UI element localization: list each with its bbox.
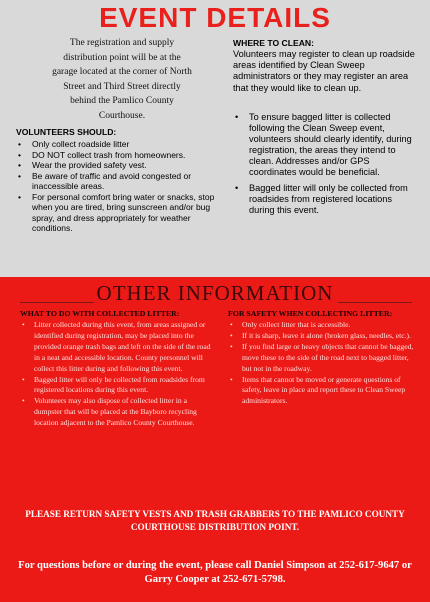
list-item: • If you find large or heavy objects that cannot be bagged, move these to the side of the road next to bagged litter, but not in the roadway.	[230, 342, 416, 375]
list-item: • Litter collected during this event, from areas assigned or identified during registration, may be placed into the provided orange trash bags and left on the side of the road in a neat and accessible location. County personnel will collect this litter during and following this event.	[22, 320, 212, 375]
other-information-title: OTHER INFORMATION	[96, 281, 334, 305]
list-item: • DO NOT collect trash from homeowners.	[18, 150, 218, 161]
volunteers-list	[18, 139, 218, 234]
where-to-clean-list	[235, 112, 415, 216]
title-rule-right	[338, 302, 412, 303]
safety-list	[230, 320, 416, 407]
safety-heading: FOR SAFETY WHEN COLLECTING LITTER:	[228, 309, 393, 318]
list-item: • Bagged litter will only be collected from roadsides from registered locations during this event.	[235, 183, 415, 216]
contact-info: For questions before or during the event, please call Daniel Simpson at 252-617-9647 or Garry Cooper at 252-671-5798.	[18, 560, 412, 585]
list-item: • Wear the provided safety vest.	[18, 160, 218, 171]
list-item: • Bagged litter will only be collected from roadsides from registered locations during this event.	[22, 375, 212, 397]
list-item: • For personal comfort bring water or snacks, stop when you are tired, bring sunscreen and/or bug spray, and dress appropriately for weather conditions.	[18, 192, 218, 234]
collected-litter-list	[22, 320, 212, 429]
collected-litter-heading: WHAT TO DO WITH COLLECTED LITTER:	[20, 309, 180, 318]
event-details-title: EVENT DETAILS	[99, 2, 331, 33]
list-item: • Only collect litter that is accessible.	[230, 320, 416, 331]
volunteers-heading: VOLUNTEERS SHOULD:	[16, 127, 117, 137]
list-item: • Be aware of traffic and avoid congested or inaccessible areas.	[18, 171, 218, 192]
list-item: • Items that cannot be moved or generate questions of safety, leave in place and report these to Clean Sweep administrators.	[230, 375, 416, 408]
list-item: • If it is sharp, leave it alone (broken glass, needles, etc.).	[230, 331, 416, 342]
registration-location-text: The registration and supply distribution point will be at the garage located at the corner of North Street and Third Street directly behind the Pamlico County Courthouse.	[52, 38, 192, 121]
list-item: • Only collect roadside litter	[18, 139, 218, 150]
return-equipment-note: PLEASE RETURN SAFETY VESTS AND TRASH GRABBERS TO THE PAMLICO COUNTY COURTHOUSE DISTRIBUTION POINT.	[25, 509, 405, 532]
title-rule-left	[20, 302, 94, 303]
where-to-clean-intro: Volunteers may register to clean up roadside areas identified by Clean Sweep administrators or they may register an area that they would like to clean up.	[233, 49, 415, 93]
list-item: • To ensure bagged litter is collected following the Clean Sweep event, volunteers should clearly identify, during registration, the areas they intend to clean. Addresses and/or GPS coordinates would be beneficial.	[235, 112, 415, 179]
where-to-clean-heading: WHERE TO CLEAN:	[233, 38, 315, 48]
list-item: • Volunteers may also dispose of collected litter in a dumpster that will be placed at the Bayboro recycling location adjacent to the Pamlico County Courthouse.	[22, 396, 212, 429]
